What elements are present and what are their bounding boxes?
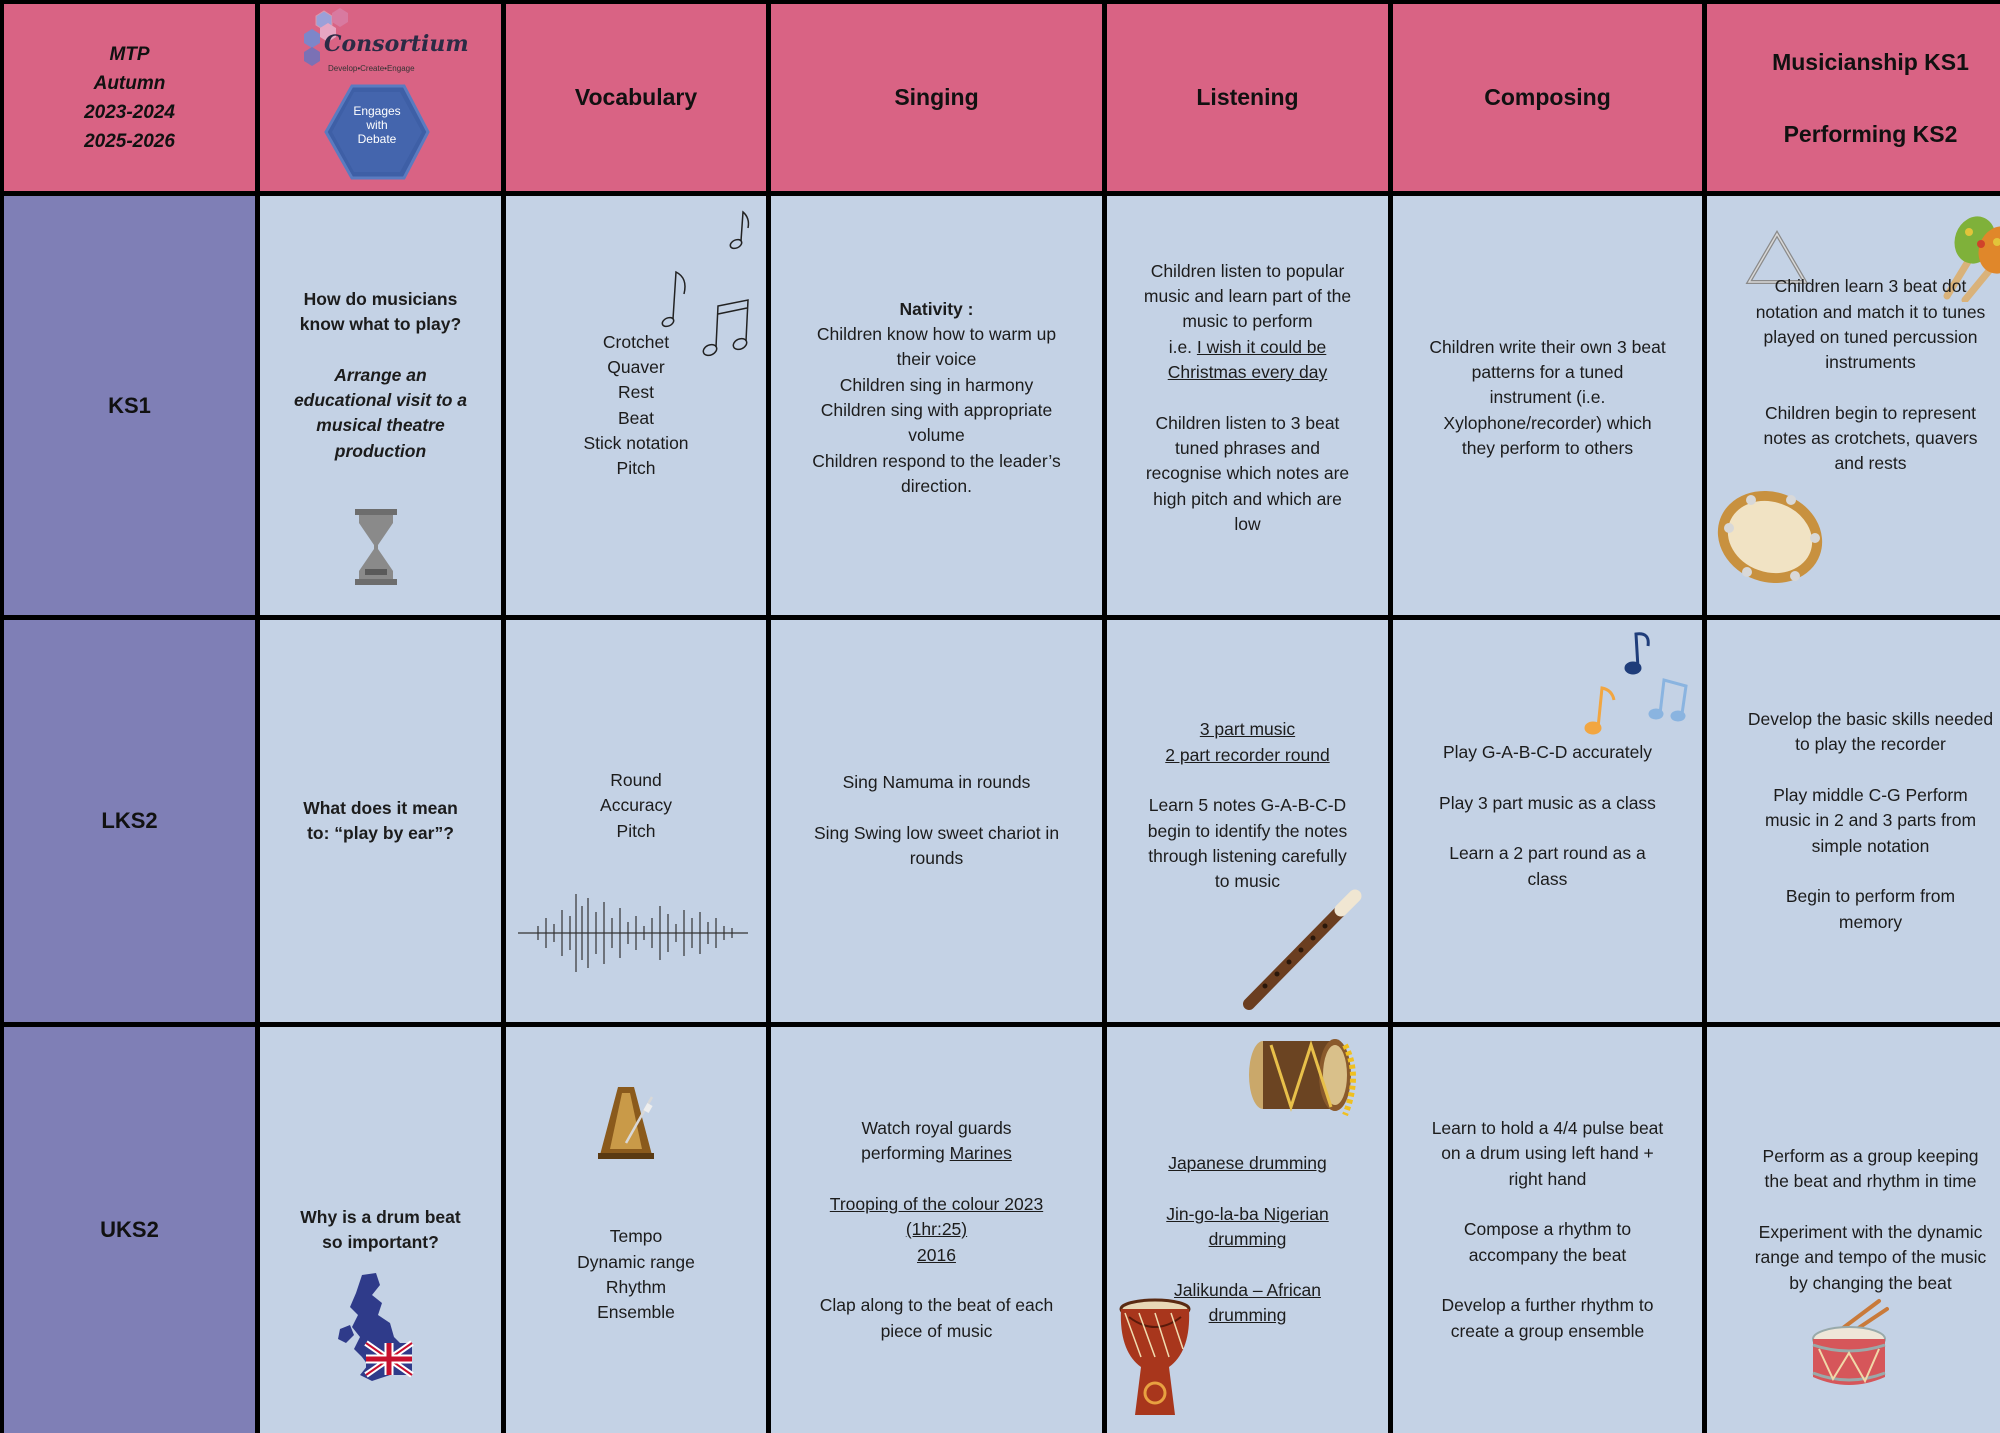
text-line: and rests bbox=[1834, 453, 1907, 474]
lks2-singing-cell bbox=[771, 620, 1102, 1022]
text-line: Children respond to the leader’s bbox=[812, 450, 1061, 471]
uks2-performing-cell bbox=[1707, 1027, 2000, 1433]
text-line: so important? bbox=[322, 1232, 439, 1252]
text-line: notes as crotchets, quavers bbox=[1763, 428, 1978, 449]
text-line: i.e. I wish it could be bbox=[1168, 336, 1327, 357]
text-line: their voice bbox=[896, 349, 977, 370]
text-line: production bbox=[334, 440, 427, 461]
text-line bbox=[1748, 859, 1993, 884]
text-line: high pitch and which are bbox=[1153, 488, 1342, 509]
lks2-vocabulary-cell bbox=[506, 620, 766, 1022]
text-line: simple notation bbox=[1811, 835, 1930, 856]
text-line: notation and match it to tunes bbox=[1755, 301, 1986, 322]
column-header-vocabulary: Vocabulary bbox=[506, 4, 766, 191]
text-line: Play G-A-B-C-D accurately bbox=[1442, 742, 1653, 763]
vocabulary-list bbox=[583, 330, 688, 482]
engages-with-debate-badge bbox=[324, 84, 430, 180]
logo-header-cell bbox=[260, 4, 501, 191]
text-line: musical theatre bbox=[316, 415, 445, 436]
text-line bbox=[1166, 1177, 1328, 1202]
text-line: direction. bbox=[900, 475, 972, 496]
text-line: Experiment with the dynamic bbox=[1758, 1222, 1983, 1242]
snare-drum-icon bbox=[1809, 1297, 1889, 1393]
text-line: Learn 5 notes G-A-B-C-D bbox=[1148, 795, 1347, 816]
text-line bbox=[1755, 1195, 1987, 1220]
text-line: recognise which notes are bbox=[1145, 463, 1350, 484]
listening-text bbox=[1166, 1151, 1328, 1328]
vocabulary-item: Round bbox=[610, 770, 662, 791]
text-line: Xylophone/recorder) which bbox=[1443, 412, 1652, 433]
vocabulary-item: Pitch bbox=[616, 820, 656, 841]
vocabulary-item: Accuracy bbox=[600, 795, 672, 816]
uks2-singing-cell bbox=[771, 1027, 1102, 1433]
mtp-label bbox=[84, 40, 175, 156]
text-line: they perform to others bbox=[1461, 437, 1634, 458]
link-text[interactable]: (1hr:25) bbox=[905, 1219, 968, 1240]
badge-line: Engages bbox=[353, 104, 401, 118]
vocabulary-item: Rest bbox=[618, 382, 654, 403]
vocabulary-list bbox=[600, 768, 672, 844]
colored-notes-icon bbox=[1578, 628, 1698, 738]
vocabulary-item: Tempo bbox=[609, 1226, 663, 1247]
text-line: music and learn part of the bbox=[1143, 286, 1352, 307]
year-line: 2023-2024 bbox=[84, 101, 175, 123]
column-header-line: Musicianship KS1 bbox=[1772, 48, 1969, 75]
column-header-line bbox=[1772, 80, 1969, 116]
question-text bbox=[294, 287, 467, 464]
text-line bbox=[1432, 1268, 1664, 1293]
tambourine-icon bbox=[1717, 488, 1823, 586]
text-line bbox=[1166, 1253, 1328, 1278]
text-line: Develop the basic skills needed bbox=[1747, 709, 1994, 730]
uks2-listening-cell bbox=[1107, 1027, 1388, 1433]
text-line bbox=[294, 338, 467, 363]
hourglass-icon bbox=[353, 509, 399, 585]
text-line: piece of music bbox=[880, 1320, 993, 1341]
mtp-line: MTP bbox=[109, 43, 150, 65]
recorder-icon bbox=[1237, 886, 1367, 1016]
question-text bbox=[300, 1205, 460, 1256]
vocabulary-item: Dynamic range bbox=[577, 1251, 695, 1272]
text-line: range and tempo of the music bbox=[1754, 1247, 1987, 1268]
performing-text bbox=[1755, 1144, 1987, 1296]
row-label-uks2: UKS2 bbox=[4, 1027, 255, 1433]
text-line: Children listen to popular bbox=[1150, 260, 1345, 281]
listening-text bbox=[1144, 259, 1351, 537]
composing-text bbox=[1439, 740, 1656, 892]
text-line: Nativity : bbox=[899, 298, 974, 319]
vocabulary-item: Ensemble bbox=[597, 1302, 675, 1323]
vocabulary-item: Pitch bbox=[616, 458, 656, 479]
vocabulary-item: Stick notation bbox=[583, 432, 689, 453]
logo-tagline: Develop•Create•Engage bbox=[328, 64, 415, 73]
performing-text bbox=[1756, 274, 1986, 476]
text-line: Learn to hold a 4/4 pulse beat bbox=[1431, 1118, 1664, 1139]
link-text[interactable]: 2 part recorder round bbox=[1165, 744, 1330, 765]
year-line: 2025-2026 bbox=[84, 130, 175, 152]
text-line: music in 2 and 3 parts from bbox=[1764, 810, 1977, 831]
ks1-composing-cell bbox=[1393, 196, 1702, 615]
text-line bbox=[814, 796, 1059, 821]
ks1-singing-cell bbox=[771, 196, 1102, 615]
text-line: Children know how to warm up bbox=[816, 324, 1057, 345]
text-line: educational visit to a bbox=[293, 390, 468, 411]
link-text[interactable]: Marines bbox=[949, 1143, 1012, 1164]
ks1-listening-cell bbox=[1107, 196, 1388, 615]
text-line: Learn a 2 part round as a bbox=[1449, 843, 1646, 864]
text-line: begin to identify the notes bbox=[1147, 820, 1348, 841]
text-line: Play 3 part music as a class bbox=[1439, 792, 1656, 813]
text-line: Children listen to 3 beat bbox=[1155, 412, 1340, 433]
uks2-question-cell bbox=[260, 1027, 501, 1433]
row-label-ks1: KS1 bbox=[4, 196, 255, 615]
lks2-question-cell bbox=[260, 620, 501, 1022]
mtp-header-cell bbox=[4, 4, 255, 191]
logo-name: Consortium bbox=[324, 31, 469, 57]
link-text[interactable]: Jalikunda – African bbox=[1174, 1279, 1321, 1300]
link-text[interactable]: Jin-go-la-ba Nigerian bbox=[1166, 1204, 1329, 1225]
text-line: patterns for a tuned bbox=[1471, 362, 1624, 383]
row-label-lks2: LKS2 bbox=[4, 620, 255, 1022]
composing-text bbox=[1429, 335, 1665, 461]
text-line: Clap along to the beat of each bbox=[819, 1295, 1054, 1316]
link-text[interactable]: drumming bbox=[1208, 1229, 1287, 1250]
singing-text bbox=[814, 770, 1059, 871]
text-line: through listening carefully bbox=[1148, 845, 1347, 866]
text-line: create a group ensemble bbox=[1450, 1320, 1645, 1341]
text-line: memory bbox=[1838, 911, 1903, 932]
text-line: Sing Namuma in rounds bbox=[842, 772, 1031, 793]
text-line bbox=[1756, 376, 1986, 401]
text-line: to play the recorder bbox=[1795, 734, 1946, 755]
text-line: by changing the beat bbox=[1789, 1272, 1952, 1293]
vocabulary-list bbox=[577, 1224, 695, 1325]
text-line bbox=[1144, 385, 1351, 410]
text-line: to: “play by ear”? bbox=[307, 823, 454, 843]
text-line bbox=[820, 1167, 1054, 1192]
text-line: Arrange an bbox=[334, 364, 427, 385]
lks2-listening-cell bbox=[1107, 620, 1388, 1022]
text-line: rounds bbox=[909, 848, 964, 869]
link-text[interactable]: drumming bbox=[1208, 1305, 1287, 1326]
badge-line: with bbox=[366, 118, 388, 132]
composing-text bbox=[1432, 1116, 1664, 1344]
text-line: Children learn 3 beat dot bbox=[1774, 276, 1967, 297]
text-line bbox=[1432, 1192, 1664, 1217]
column-header-listening: Listening bbox=[1107, 4, 1388, 191]
uk-map-icon bbox=[332, 1271, 422, 1391]
text-line bbox=[1148, 768, 1347, 793]
text-line: Develop a further rhythm to bbox=[1441, 1295, 1654, 1316]
text-line bbox=[820, 1268, 1054, 1293]
ks1-question-cell bbox=[260, 196, 501, 615]
link-text[interactable]: 2016 bbox=[917, 1244, 956, 1265]
text-line: Compose a rhythm to bbox=[1463, 1219, 1632, 1240]
vocabulary-item: Beat bbox=[618, 407, 654, 428]
text-line: tuned phrases and bbox=[1175, 437, 1320, 458]
text-line: accompany the beat bbox=[1468, 1244, 1627, 1265]
column-header-line: Performing KS2 bbox=[1783, 120, 1958, 147]
ks1-vocabulary-cell bbox=[506, 196, 766, 615]
text-line bbox=[1439, 816, 1656, 841]
sound-wave-icon bbox=[518, 888, 748, 978]
text-line: volume bbox=[908, 425, 965, 446]
link-text[interactable]: Trooping of the colour 2023 bbox=[829, 1194, 1044, 1215]
text-line: Why is a drum beat bbox=[300, 1206, 461, 1227]
lks2-composing-cell bbox=[1393, 620, 1702, 1022]
text-line: played on tuned percussion bbox=[1763, 326, 1978, 347]
text-line: know what to play? bbox=[299, 314, 462, 335]
vocabulary-item: Rhythm bbox=[605, 1277, 667, 1297]
consortium-logo bbox=[300, 10, 480, 73]
badge-line: Debate bbox=[357, 132, 397, 146]
text-line: music to perform bbox=[1182, 311, 1313, 332]
lks2-performing-cell bbox=[1707, 620, 2000, 1022]
text-line: Sing Swing low sweet chariot in bbox=[813, 823, 1060, 843]
text-line: Watch royal guards bbox=[861, 1118, 1012, 1139]
singing-text bbox=[820, 1116, 1054, 1344]
metronome-icon bbox=[596, 1083, 666, 1161]
link-text[interactable]: Christmas every day bbox=[1167, 362, 1328, 383]
text-line bbox=[1439, 765, 1656, 790]
text-line: Children sing in harmony bbox=[839, 374, 1034, 395]
vocabulary-item: Quaver bbox=[607, 356, 665, 377]
uks2-vocabulary-cell bbox=[506, 1027, 766, 1433]
performing-text bbox=[1748, 707, 1993, 935]
text-line: the beat and rhythm in time bbox=[1764, 1171, 1977, 1192]
link-text[interactable]: 3 part music bbox=[1199, 719, 1296, 740]
question-text bbox=[303, 796, 458, 847]
term-line: Autumn bbox=[93, 72, 166, 94]
text-line: on a drum using left hand + bbox=[1441, 1143, 1654, 1164]
uks2-composing-cell bbox=[1393, 1027, 1702, 1433]
text-line: class bbox=[1527, 868, 1568, 889]
text-line: Children begin to represent bbox=[1764, 402, 1977, 423]
dhol-drum-icon bbox=[1241, 1031, 1361, 1123]
vocabulary-item: Crotchet bbox=[602, 331, 670, 352]
text-line: Children write their own 3 beat bbox=[1429, 336, 1666, 357]
text-line: instrument (i.e. bbox=[1489, 387, 1606, 408]
listening-text bbox=[1148, 717, 1347, 894]
text-line: How do musicians bbox=[303, 288, 458, 309]
column-header-composing: Composing bbox=[1393, 4, 1702, 191]
text-line: Children sing with appropriate bbox=[820, 400, 1053, 420]
text-line: low bbox=[1234, 513, 1261, 534]
text-line: performing Marines bbox=[861, 1143, 1012, 1164]
text-line: to music bbox=[1214, 871, 1281, 892]
link-text[interactable]: Japanese drumming bbox=[1168, 1153, 1327, 1174]
text-line bbox=[1748, 758, 1993, 783]
text-line: Play middle C-G Perform bbox=[1773, 785, 1968, 806]
ks1-performing-cell bbox=[1707, 196, 2000, 615]
column-header-singing: Singing bbox=[771, 4, 1102, 191]
text-line: Begin to perform from bbox=[1785, 886, 1956, 907]
text-line: right hand bbox=[1508, 1168, 1587, 1189]
link-text[interactable]: I wish it could be bbox=[1196, 336, 1327, 357]
text-line: instruments bbox=[1825, 352, 1916, 373]
column-header-musicianship-performing bbox=[1707, 4, 2000, 191]
text-line: What does it mean bbox=[303, 797, 458, 818]
singing-text bbox=[812, 297, 1060, 499]
text-line: Perform as a group keeping bbox=[1762, 1146, 1979, 1167]
